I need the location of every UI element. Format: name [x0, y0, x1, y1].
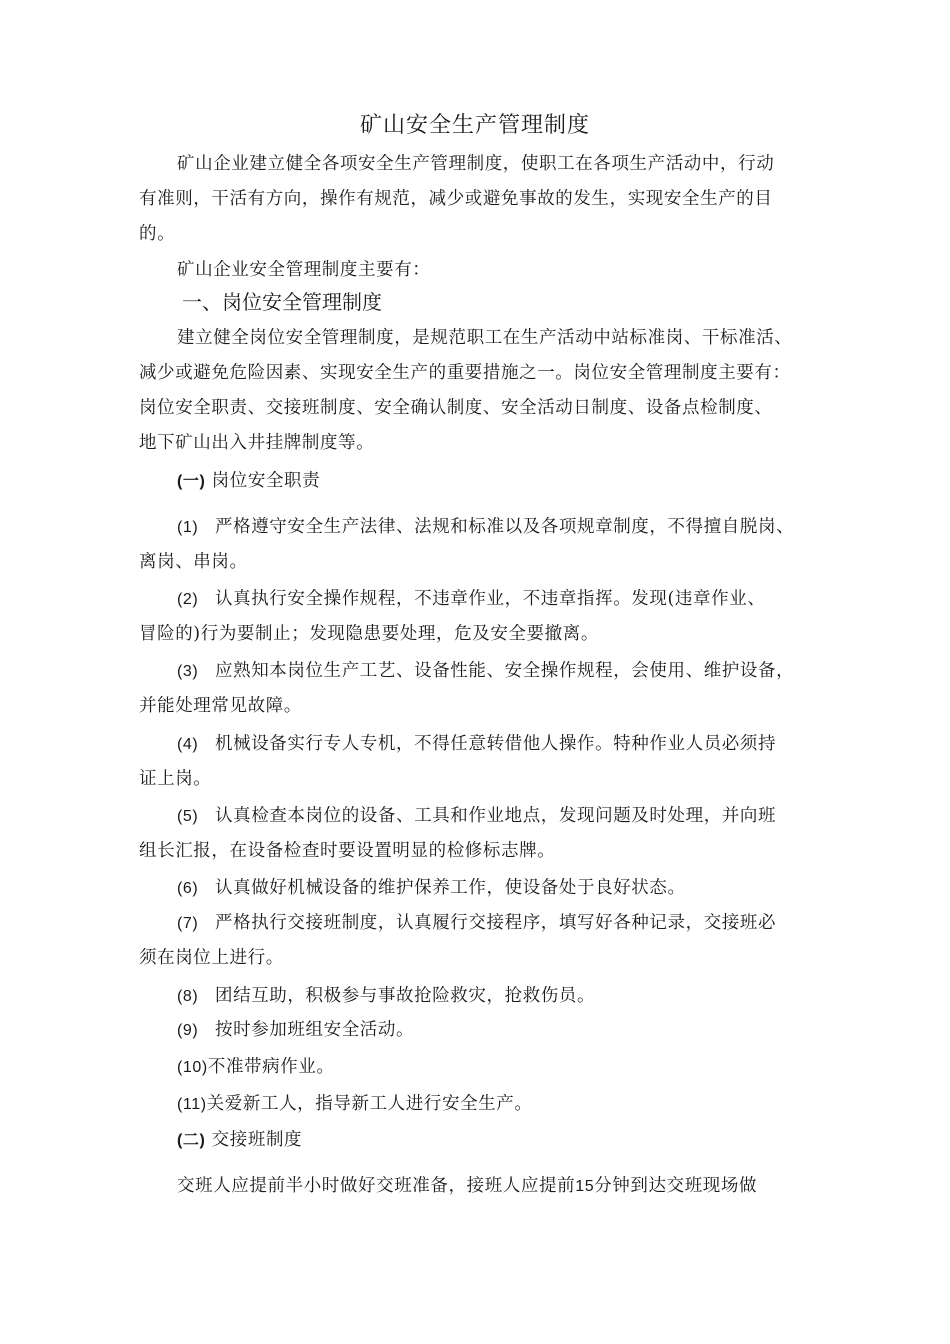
list-item [177, 1055, 867, 1080]
item-text: 认真检查本岗位的设备、工具和作业地点，发现问题及时处理，并向班 [215, 806, 777, 826]
intro-line-1: 矿山企业建立健全各项安全生产管理制度，使职工在各项生产活动中，行动 [177, 154, 775, 174]
item-number: (2) [177, 591, 199, 608]
item-text: 按时参加班组安全活动。 [215, 1020, 415, 1040]
list-item [177, 804, 867, 829]
list-item [177, 1092, 867, 1117]
list-item [177, 587, 867, 612]
item-text: 不准带病作业。 [207, 1057, 335, 1077]
list-item [177, 876, 867, 901]
list-item [177, 732, 867, 757]
item-number: (11) [177, 1096, 207, 1113]
subsection-1-heading [177, 469, 867, 494]
subsection-1-title: 岗位安全职责 [211, 471, 321, 491]
subsection-2-heading [177, 1128, 867, 1153]
intro-line-3: 的。 [139, 224, 176, 244]
document-title: 矿山安全生产管理制度 [359, 113, 590, 138]
list-item [177, 984, 867, 1009]
item-text: 应熟知本岗位生产工艺、设备性能、安全操作规程，会使用、维护设备， [215, 661, 795, 681]
item-text-continued: 证上岗。 [139, 769, 212, 789]
subsection-1-marker: (一) [177, 473, 206, 490]
item-text-continued: 冒险的)行为要制止；发现隐患要处理，危及安全要撤离。 [139, 624, 599, 644]
intro-summary: 矿山企业安全管理制度主要有： [177, 260, 431, 280]
section-1-line-2: 减少或避免危险因素、实现安全生产的重要措施之一。岗位安全管理制度主要有： [139, 363, 791, 383]
subsection-2-marker: (二) [177, 1132, 206, 1149]
item-number: (10) [177, 1059, 208, 1076]
item-text: 认真做好机械设备的维护保养工作，使设备处于良好状态。 [215, 878, 686, 898]
subsection-2-title: 交接班制度 [211, 1130, 303, 1150]
section-1-heading: 一、岗位安全管理制度 [182, 290, 382, 314]
item-number: (9) [177, 1022, 199, 1039]
paragraph-text-b: 分钟到达交班现场做 [594, 1176, 758, 1196]
list-item [177, 911, 867, 936]
item-text: 机械设备实行专人专机，不得任意转借他人操作。特种作业人员必须持 [215, 734, 777, 754]
item-text-continued: 须在岗位上进行。 [139, 948, 284, 968]
item-text-continued: 并能处理常见故障。 [139, 696, 302, 716]
list-item [177, 515, 867, 540]
list-item [177, 659, 867, 684]
item-text-continued: 离岗、串岗。 [139, 552, 248, 572]
item-number: (6) [177, 880, 199, 897]
item-number: (8) [177, 988, 199, 1005]
item-text: 关爱新工人，指导新工人进行安全生产。 [206, 1094, 533, 1114]
item-number: (1) [177, 519, 199, 536]
paragraph-line [177, 1174, 867, 1199]
list-item [177, 1018, 867, 1043]
item-text: 认真执行安全操作规程，不违章作业，不违章指挥。发现(违章作业、 [215, 589, 766, 609]
item-number: (3) [177, 663, 199, 680]
item-number: (5) [177, 808, 199, 825]
item-text: 严格执行交接班制度，认真履行交接程序，填写好各种记录，交接班必 [215, 913, 777, 933]
item-number: (7) [177, 915, 199, 932]
item-text: 严格遵守安全生产法律、法规和标准以及各项规章制度，不得擅自脱岗、 [215, 517, 795, 537]
item-text-continued: 组长汇报，在设备检查时要设置明显的检修标志牌。 [139, 841, 556, 861]
item-text: 团结互助，积极参与事故抢险救灾，抢救伤员。 [215, 986, 596, 1006]
section-1-line-3: 岗位安全职责、交接班制度、安全确认制度、安全活动日制度、设备点检制度、 [139, 398, 773, 418]
section-1-line-4: 地下矿山出入井挂牌制度等。 [139, 433, 375, 453]
paragraph-text-a: 交班人应提前半小时做好交班准备，接班人应提前 [177, 1176, 576, 1196]
section-1-line-1: 建立健全岗位安全管理制度，是规范职工在生产活动中站标准岗、干标准活、 [177, 328, 793, 348]
intro-line-2: 有准则，干活有方向，操作有规范，减少或避免事故的发生，实现安全生产的目 [139, 189, 773, 209]
paragraph-number: 15 [575, 1178, 595, 1195]
item-number: (4) [177, 736, 199, 753]
